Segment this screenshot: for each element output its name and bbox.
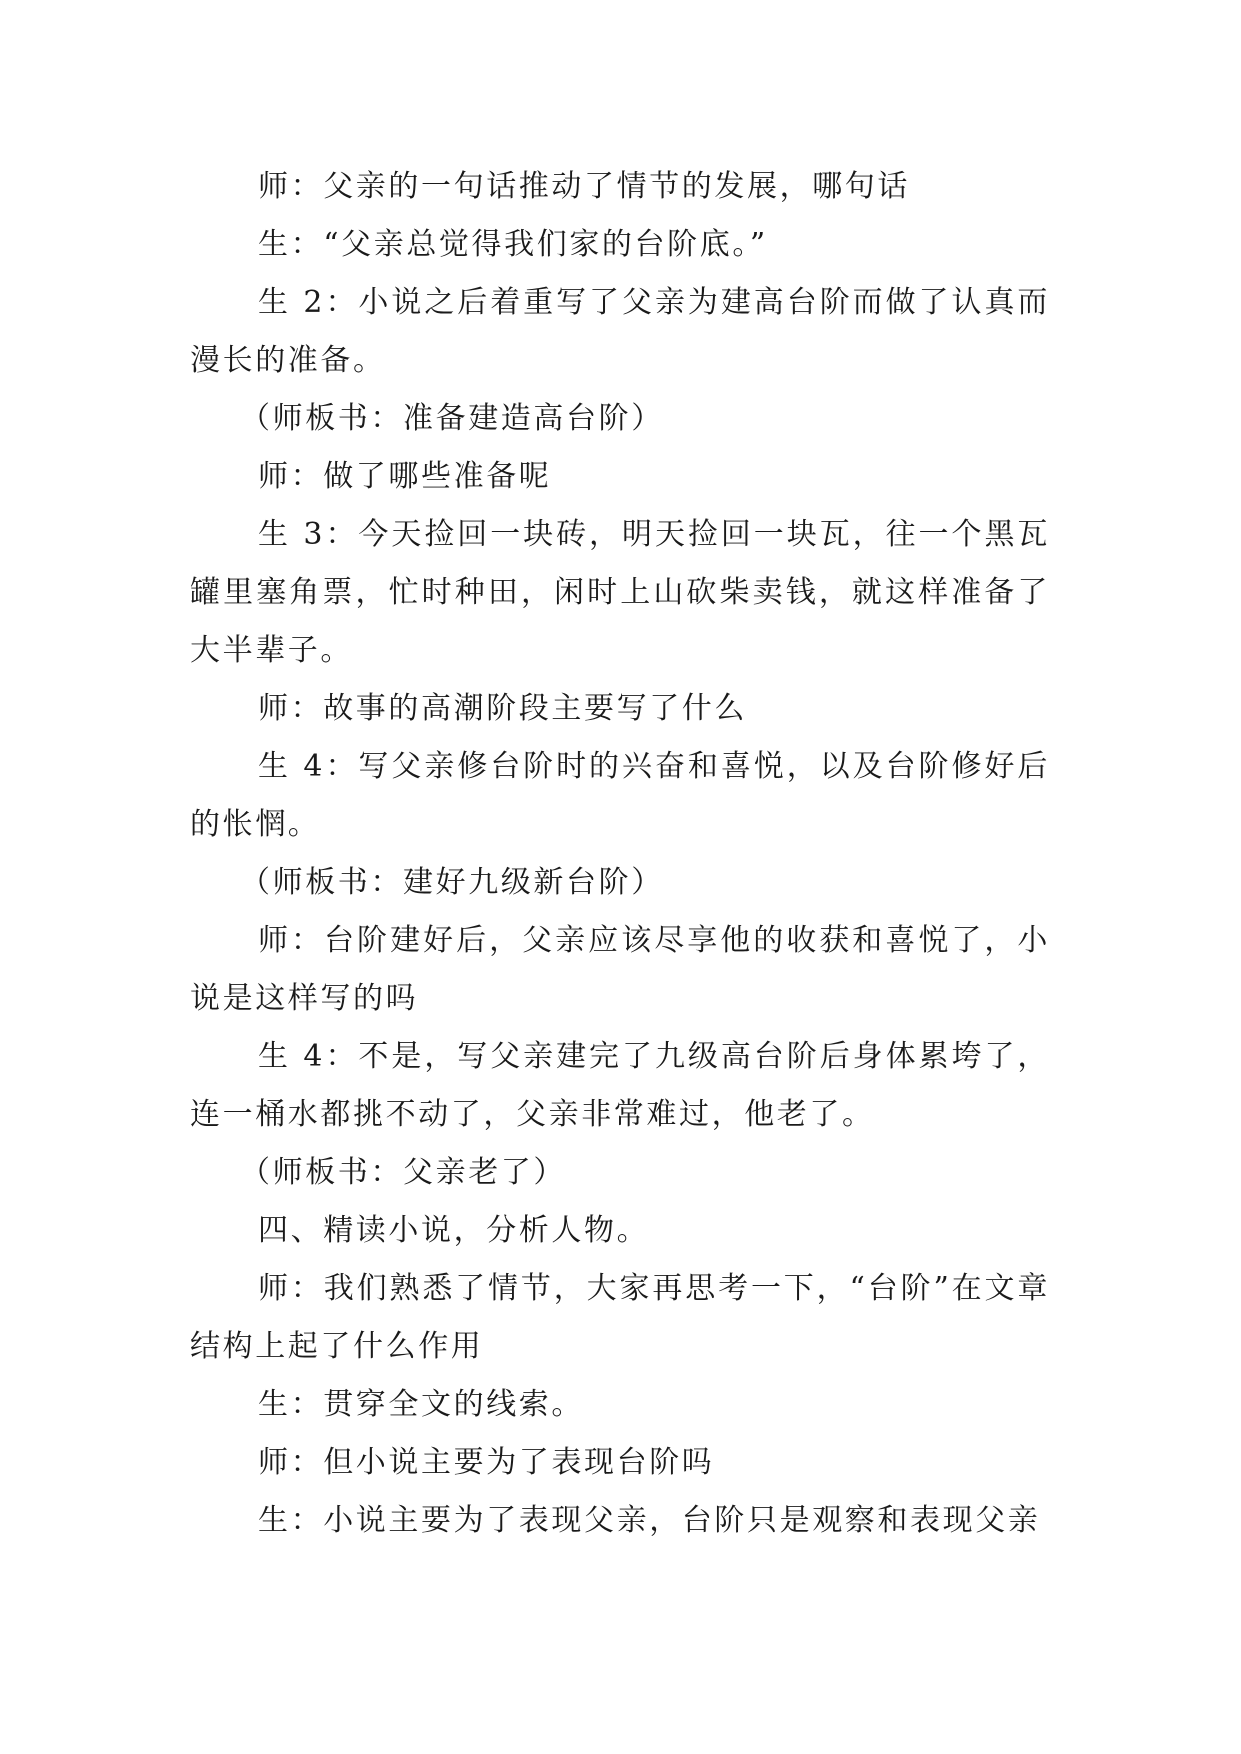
- paragraph: 生 3：今天捡回一块砖，明天捡回一块瓦，往一个黑瓦罐里塞角票，忙时种田，闲时上山砍柴卖钱，就这样准备了大半辈子。: [190, 517, 1050, 668]
- paragraph: 师：父亲的一句话推动了情节的发展，哪句话: [258, 169, 910, 204]
- board-note: （师板书：准备建造高台阶）: [240, 401, 664, 436]
- board-note: （师板书：建好九级新台阶）: [240, 865, 664, 900]
- paragraph: 师：做了哪些准备呢: [258, 459, 552, 494]
- paragraph: 师：但小说主要为了表现台阶吗: [258, 1445, 715, 1480]
- paragraph: 生：“父亲总觉得我们家的台阶底。”: [258, 227, 768, 262]
- section-heading: 四、精读小说，分析人物。: [258, 1213, 650, 1248]
- board-note: （师板书：父亲老了）: [240, 1155, 566, 1190]
- document-body: [190, 158, 1050, 1550]
- paragraph: 师：我们熟悉了情节，大家再思考一下，“台阶”在文章结构上起了什么作用: [190, 1271, 1050, 1364]
- paragraph: 生：小说主要为了表现父亲，台阶只是观察和表现父亲: [258, 1503, 1041, 1538]
- paragraph: 师：台阶建好后，父亲应该尽享他的收获和喜悦了，小说是这样写的吗: [190, 923, 1050, 1016]
- paragraph: 师：故事的高潮阶段主要写了什么: [258, 691, 747, 726]
- paragraph: 生 4：不是，写父亲建完了九级高台阶后身体累垮了，连一桶水都挑不动了，父亲非常难过，他老了。: [190, 1039, 1050, 1132]
- paragraph: 生 2：小说之后着重写了父亲为建高台阶而做了认真而漫长的准备。: [190, 285, 1050, 378]
- paragraph: 生：贯穿全文的线索。: [258, 1387, 584, 1422]
- paragraph: 生 4：写父亲修台阶时的兴奋和喜悦，以及台阶修好后的怅惘。: [190, 749, 1050, 842]
